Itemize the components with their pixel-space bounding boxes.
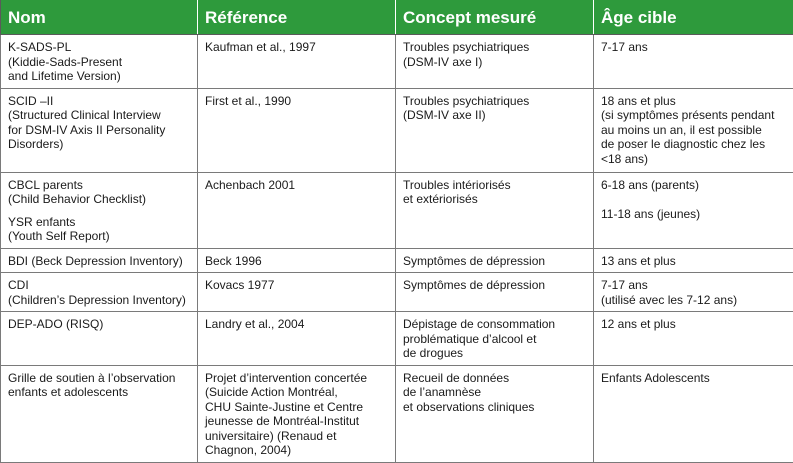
cell-line: Troubles psychiatriques — [403, 94, 586, 109]
cell-line: Troubles psychiatriques — [403, 40, 586, 55]
cell-line: 6-18 ans (parents) — [601, 178, 786, 193]
cell-line: Kovacs 1977 — [205, 278, 388, 293]
cell-line: problématique d’alcool et — [403, 332, 586, 347]
cell-line: (DSM-IV axe I) — [403, 55, 586, 70]
cell-concept — [396, 88, 594, 172]
cell-line: (Structured Clinical Interview — [8, 108, 190, 123]
spacer — [601, 192, 786, 207]
cell-line: (utilisé avec les 7-12 ans) — [601, 293, 786, 308]
cell-line: YSR enfants — [8, 215, 190, 230]
cell-age — [594, 172, 793, 248]
cell-line: (si symptômes présents pendant — [601, 108, 786, 123]
cell-line: (Child Behavior Checklist) — [8, 192, 190, 207]
cell-concept — [396, 365, 594, 462]
cell-nom — [1, 273, 198, 312]
cell-concept — [396, 248, 594, 273]
cell-line: et extériorisés — [403, 192, 586, 207]
cell-nom — [1, 365, 198, 462]
cell-line: <18 ans) — [601, 152, 786, 167]
cell-line: Symptômes de dépression — [403, 278, 586, 293]
cell-line: CDI — [8, 278, 190, 293]
cell-line: Troubles intériorisés — [403, 178, 586, 193]
cell-age — [594, 365, 793, 462]
cell-line: First et al., 1990 — [205, 94, 388, 109]
cell-concept — [396, 35, 594, 89]
cell-line: Dépistage de consommation — [403, 317, 586, 332]
cell-line: Beck 1996 — [205, 254, 388, 269]
header-nom: Nom — [1, 0, 198, 35]
cell-line: for DSM-IV Axis II Personality — [8, 123, 190, 138]
cell-line: DEP-ADO (RISQ) — [8, 317, 190, 332]
cell-line: CBCL parents — [8, 178, 190, 193]
cell-line: Enfants Adolescents — [601, 371, 786, 386]
cell-line: au moins un an, il est possible — [601, 123, 786, 138]
cell-line: (Suicide Action Montréal, — [205, 385, 388, 400]
cell-age — [594, 248, 793, 273]
cell-line: 7-17 ans — [601, 278, 786, 293]
table-row — [1, 365, 793, 462]
cell-age — [594, 273, 793, 312]
cell-line: 11-18 ans (jeunes) — [601, 207, 786, 222]
spacer — [8, 207, 190, 215]
cell-line: Chagnon, 2004) — [205, 443, 388, 458]
cell-line: Landry et al., 2004 — [205, 317, 388, 332]
cell-line: CHU Sainte-Justine et Centre — [205, 400, 388, 415]
cell-concept — [396, 273, 594, 312]
cell-line: BDI (Beck Depression Inventory) — [8, 254, 190, 269]
cell-line: Disorders) — [8, 137, 190, 152]
cell-line: (Youth Self Report) — [8, 229, 190, 244]
cell-line: Recueil de données — [403, 371, 586, 386]
cell-line: 7-17 ans — [601, 40, 786, 55]
cell-nom — [1, 172, 198, 248]
table-row — [1, 248, 793, 273]
cell-line: 13 ans et plus — [601, 254, 786, 269]
cell-age — [594, 35, 793, 89]
cell-nom — [1, 88, 198, 172]
cell-line: Achenbach 2001 — [205, 178, 388, 193]
cell-line: SCID –II — [8, 94, 190, 109]
cell-line: de l’anamnèse — [403, 385, 586, 400]
cell-line: 18 ans et plus — [601, 94, 786, 109]
cell-reference — [198, 273, 396, 312]
cell-reference — [198, 365, 396, 462]
cell-line: universitaire) (Renaud et — [205, 429, 388, 444]
table-row — [1, 273, 793, 312]
cell-line: K-SADS-PL — [8, 40, 190, 55]
table-row — [1, 35, 793, 89]
cell-nom — [1, 312, 198, 366]
cell-reference — [198, 172, 396, 248]
cell-line: et observations cliniques — [403, 400, 586, 415]
cell-line: de poser le diagnostic chez les — [601, 137, 786, 152]
cell-line: Projet d’intervention concertée — [205, 371, 388, 386]
cell-line: Grille de soutien à l’observation — [8, 371, 190, 386]
cell-line: (Children’s Depression Inventory) — [8, 293, 190, 308]
cell-line: and Lifetime Version) — [8, 69, 190, 84]
cell-line: Kaufman et al., 1997 — [205, 40, 388, 55]
header-age: Âge cible — [594, 0, 793, 35]
cell-concept — [396, 172, 594, 248]
cell-reference — [198, 248, 396, 273]
cell-line: enfants et adolescents — [8, 385, 190, 400]
cell-age — [594, 312, 793, 366]
table-row — [1, 88, 793, 172]
cell-age — [594, 88, 793, 172]
table-row — [1, 172, 793, 248]
table-row — [1, 312, 793, 366]
header-concept: Concept mesuré — [396, 0, 594, 35]
header-row — [1, 0, 793, 35]
cell-line: 12 ans et plus — [601, 317, 786, 332]
cell-reference — [198, 312, 396, 366]
header-reference: Référence — [198, 0, 396, 35]
cell-line: Symptômes de dépression — [403, 254, 586, 269]
cell-line: (Kiddie-Sads-Present — [8, 55, 190, 70]
cell-nom — [1, 248, 198, 273]
cell-concept — [396, 312, 594, 366]
cell-line: (DSM-IV axe II) — [403, 108, 586, 123]
cell-reference — [198, 88, 396, 172]
cell-line: jeunesse de Montréal-Institut — [205, 414, 388, 429]
cell-line: de drogues — [403, 346, 586, 361]
cell-reference — [198, 35, 396, 89]
cell-nom — [1, 35, 198, 89]
